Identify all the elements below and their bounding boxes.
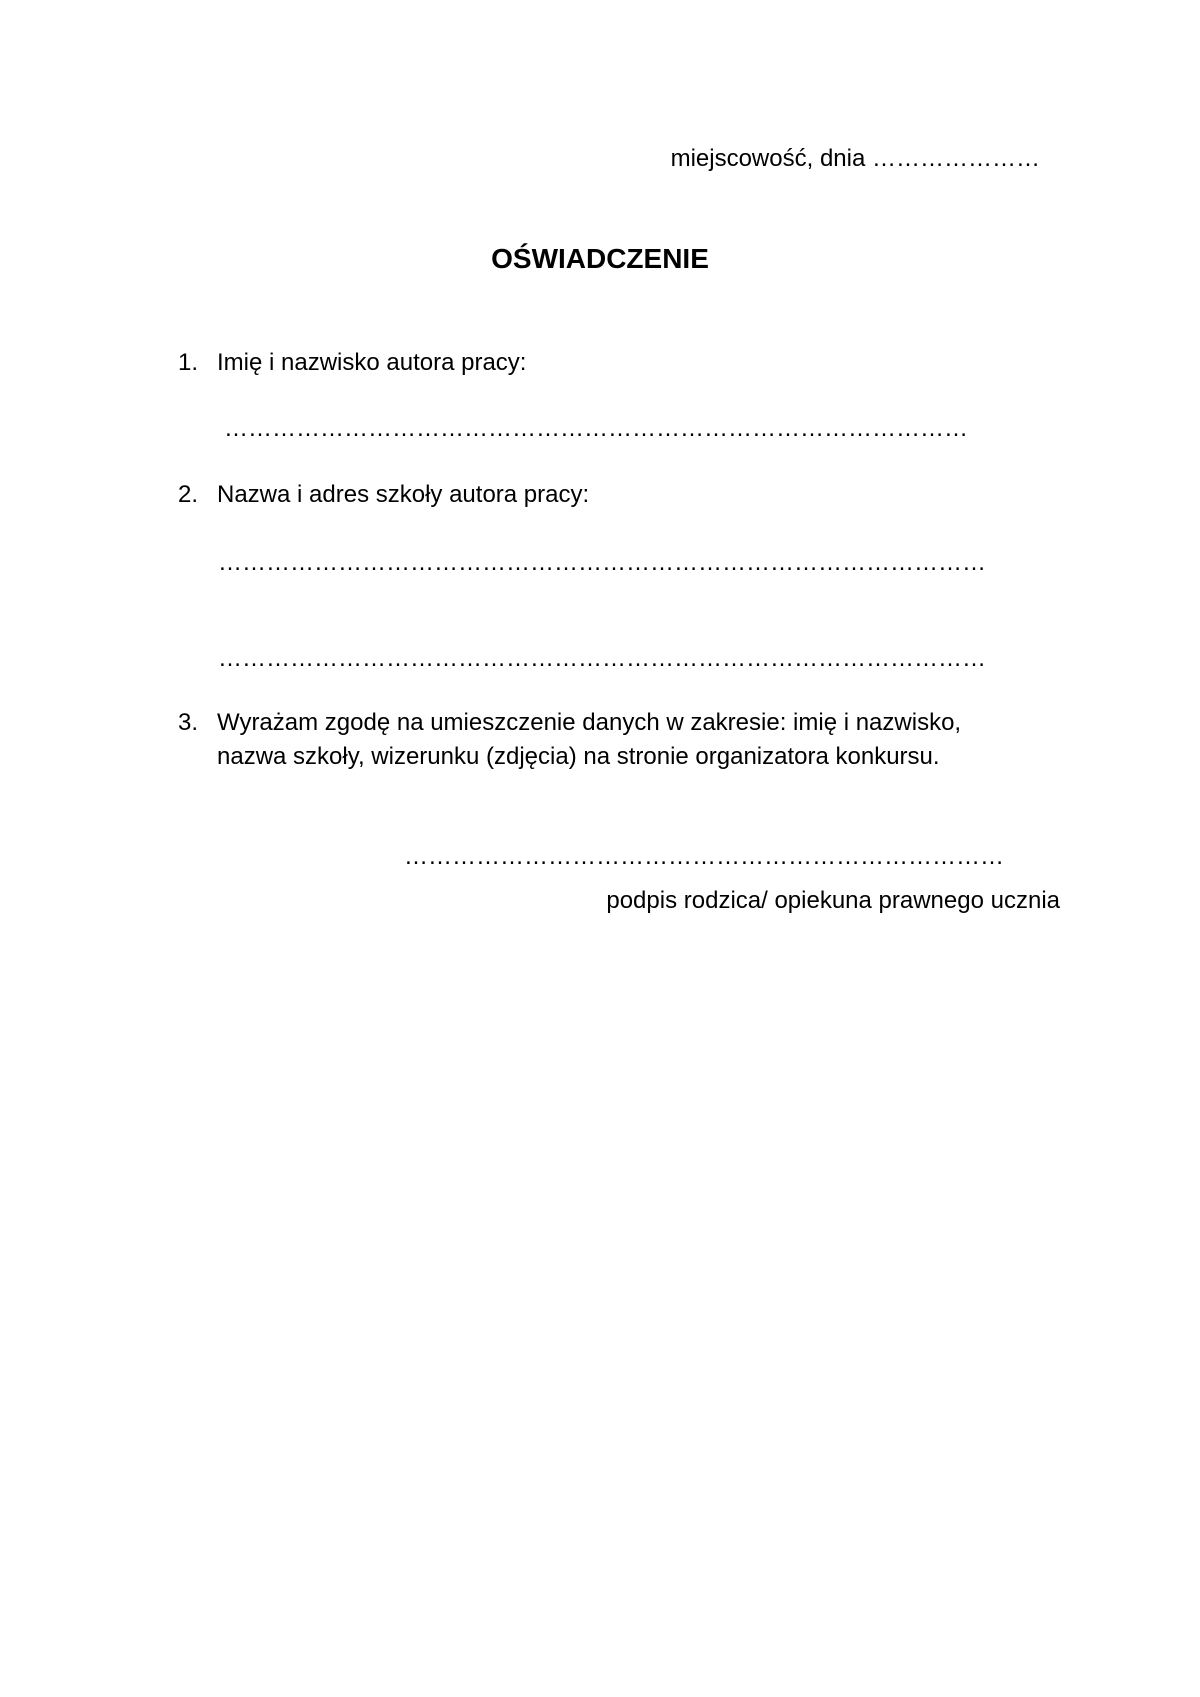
item-label: Nazwa i adres szkoły autora pracy:: [217, 481, 590, 508]
item-label: Imię i nazwisko autora pracy:: [217, 349, 527, 376]
signature-line[interactable]: …………………………………………………………………: [404, 843, 1004, 870]
item-number: 2.: [178, 481, 199, 508]
item-number: 1.: [178, 349, 199, 376]
item-number: 3.: [178, 709, 199, 736]
consent-line-2: nazwa szkoły, wizerunku (zdjęcia) na stronie organizatora konkursu.: [217, 743, 940, 770]
school-fill-line-2[interactable]: ……………………………………………………………………………………: [218, 645, 986, 672]
author-name-fill-line[interactable]: …………………………………………………………………………………: [224, 415, 968, 442]
signature-caption: podpis rodzica/ opiekuna prawnego ucznia: [606, 887, 1060, 914]
place-date-field: miejscowość, dnia …………………: [670, 145, 1040, 172]
consent-line-1: Wyrażam zgodę na umieszczenie danych w zakresie: imię i nazwisko,: [217, 709, 962, 736]
school-fill-line-1[interactable]: ……………………………………………………………………………………: [218, 549, 986, 576]
document-title: OŚWIADCZENIE: [491, 243, 709, 274]
